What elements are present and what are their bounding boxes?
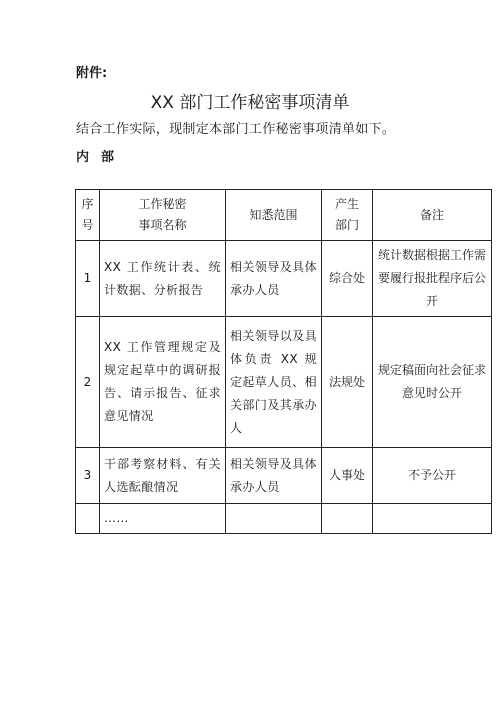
cell-note: 统计数据根据工作需要履行报批程序后公开: [373, 241, 492, 317]
cell-note: 规定稿面向社会征求意见时公开: [373, 317, 492, 448]
table-row: [76, 504, 492, 534]
header-item-line1: 工作秘密: [138, 197, 187, 211]
header-dept-line1: 产生: [334, 197, 359, 211]
cell-num: 3: [76, 448, 100, 504]
cell-dept: 综合处: [322, 241, 373, 317]
cell-item: XX 工作管理规定及规定起草中的调研报告、请示报告、征求意见情况: [100, 317, 226, 448]
intro-paragraph: 结合工作实际，现制定本部门工作秘密事项清单如下。: [76, 122, 396, 137]
cell-dept: 法规处: [322, 317, 373, 448]
table-row: [76, 317, 492, 448]
header-note: 备注: [373, 190, 492, 241]
cell-dept: 人事处: [322, 448, 373, 504]
header-item: [100, 190, 226, 241]
header-dept-line2: 部门: [334, 218, 359, 232]
document-title: XX 部门工作秘密事项清单: [150, 93, 350, 113]
header-num: [76, 190, 100, 241]
attachment-label: 附件:: [76, 66, 108, 81]
header-item-line2: 事项名称: [138, 218, 187, 232]
table-header-row: [76, 190, 492, 241]
cell-num: [76, 504, 100, 534]
cell-note: 不予公开: [373, 448, 492, 504]
cell-scope: 相关领导及具体承办人员: [226, 241, 322, 317]
header-dept: [322, 190, 373, 241]
cell-item: 干部考察材料、有关人选酝酿情况: [100, 448, 226, 504]
section-heading: 内部: [76, 150, 127, 165]
header-num-line2: 号: [81, 218, 94, 232]
cell-dept: [322, 504, 373, 534]
cell-num: 1: [76, 241, 100, 317]
header-num-line1: 序: [81, 197, 94, 211]
cell-scope: 相关领导及具体承办人员: [226, 448, 322, 504]
secret-items-table: [75, 189, 492, 534]
cell-num: 2: [76, 317, 100, 448]
cell-item: ……: [100, 504, 226, 534]
table-row: [76, 448, 492, 504]
cell-scope: [226, 504, 322, 534]
table-row: [76, 241, 492, 317]
header-scope: 知悉范围: [226, 190, 322, 241]
cell-item: XX 工作统计表、统计数据、分析报告: [100, 241, 226, 317]
cell-note: [373, 504, 492, 534]
cell-scope: 相关领导以及具体负责 XX 规定起草人员、相关部门及其承办人: [226, 317, 322, 448]
